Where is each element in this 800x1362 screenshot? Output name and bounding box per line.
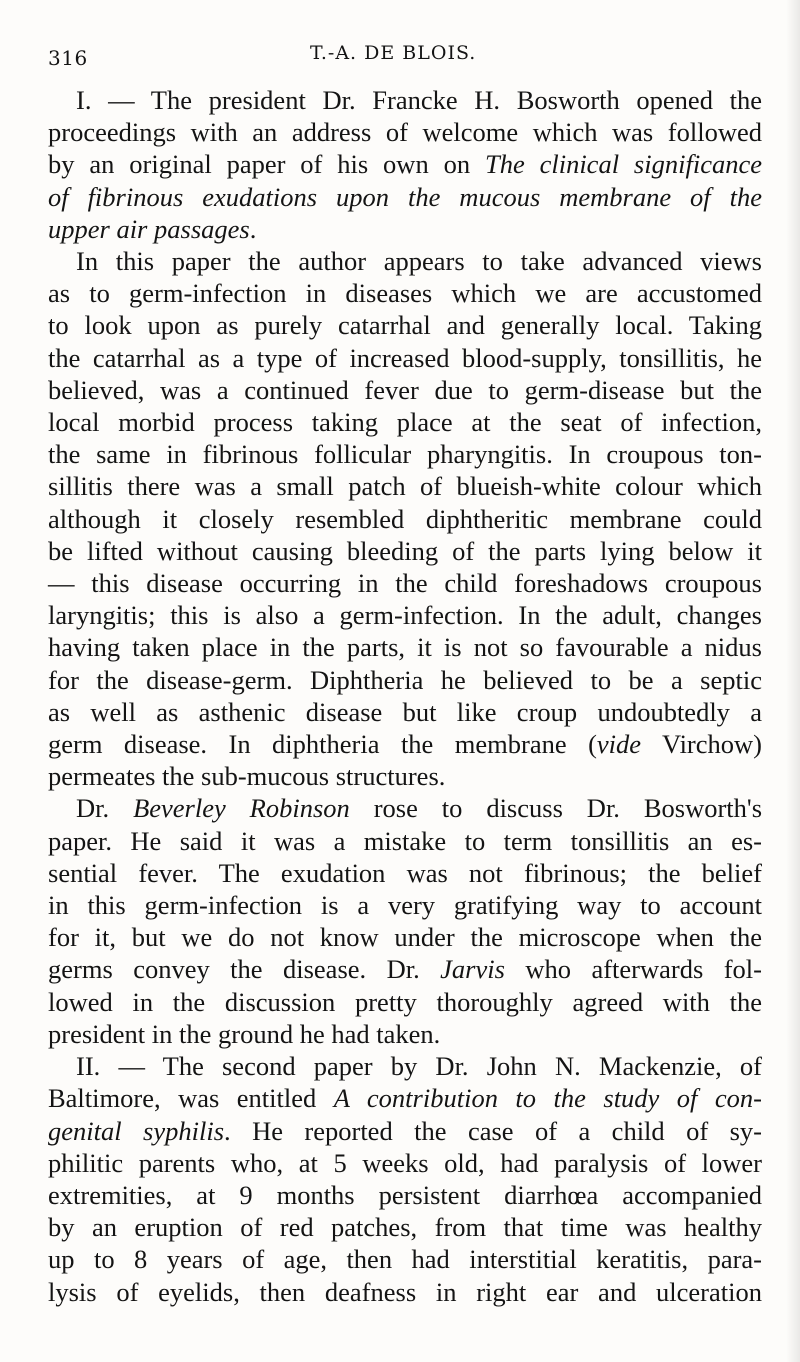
text-run: lysis of eyelids, then deafness in right ear and ulceration [48,1276,762,1307]
text-line [48,889,762,921]
italic-text: vide [596,729,642,760]
paragraph [48,792,762,1050]
text-line [48,792,762,824]
text-line [48,825,762,857]
text-line [48,567,762,599]
text-line [48,438,762,470]
text-run: believed, was a continued fever due to germ-disease but the [48,374,762,405]
text-line [48,374,762,406]
text-run: Dr. [76,793,134,824]
text-run: II. — The second paper by Dr. John N. Mackenzie, of [76,1051,762,1082]
paragraph [48,245,762,792]
text-line [48,696,762,728]
text-run: Virchow) [641,729,762,760]
text-run: local morbid process taking place at the seat of infection, [48,407,762,438]
text-run: . [249,213,257,244]
text-line [48,535,762,567]
page-number: 316 [48,46,88,70]
text-line [48,1211,762,1243]
text-line [48,1082,762,1114]
text-run: by an original paper of his own on [48,149,485,180]
text-run: the catarrhal as a type of increased blood-supply, tonsillitis, he [48,342,762,373]
text-line [48,986,762,1018]
text-run: be lifted without causing bleeding of the parts lying below it [48,535,762,566]
text-line [48,309,762,341]
text-run: by an eruption of red patches, from that time was healthy [48,1212,762,1243]
text-line [48,181,762,213]
text-line [48,728,762,760]
italic-text: Jarvis [440,954,505,985]
text-line [48,1018,762,1050]
text-run: germ disease. In diphtheria the membrane ( [48,729,597,760]
text-run: for it, but we do not know under the microscope when the [48,922,762,953]
text-run: the same in fibrinous follicular pharyngitis. In croupous ton- [48,439,762,470]
italic-text: The clinical significance [484,149,762,180]
italic-text: Beverley Robinson [133,793,350,824]
text-run: philitic parents who, at 5 weeks old, had paralysis of lower [48,1147,762,1178]
text-run: sential fever. The exudation was not fibrinous; the belief [48,857,762,888]
page-header [48,36,762,80]
text-run: president in the ground he had taken. [48,1018,441,1049]
italic-text: of fibrinous exudations upon the mucous membrane of the [48,181,762,212]
text-line [48,760,762,792]
text-line [48,631,762,663]
text-line [48,953,762,985]
text-line [48,857,762,889]
italic-text: genital syphilis [48,1115,225,1146]
paragraph [48,84,762,245]
text-run: rose to discuss Dr. Bosworth's [349,793,763,824]
text-line [48,1243,762,1275]
text-run: who afterwards fol- [504,954,762,985]
text-run: — this disease occurring in the child foreshadows croupous [48,568,762,599]
text-run: proceedings with an address of welcome which was followed [48,117,762,148]
text-run: Baltimore, was entitled [48,1083,334,1114]
paragraph [48,1050,762,1308]
text-line [48,116,762,148]
text-run: I. — The president Dr. Francke H. Bosworth opened the [76,85,762,115]
text-line [48,1276,762,1308]
text-run: in this germ-infection is a very gratifying way to account [48,890,762,921]
running-head: T.-A. DE BLOIS. [310,42,477,64]
text-run: as to germ-infection in diseases which we are accustomed [48,278,762,309]
text-line [48,84,762,116]
text-line [48,1050,762,1082]
text-run: up to 8 years of age, then had interstitial keratitis, para- [48,1244,762,1275]
text-line [48,664,762,696]
text-run: as well as asthenic disease but like croup undoubtedly a [48,696,762,727]
text-run: although it closely resembled diphtheritic membrane could [48,503,762,534]
text-line [48,599,762,631]
text-run: permeates the sub-mucous structures. [48,761,446,792]
text-run: paper. He said it was a mistake to term tonsillitis an es- [48,825,762,856]
text-line [48,1179,762,1211]
text-line [48,1115,762,1147]
text-line [48,148,762,180]
body-text [48,84,762,1308]
text-line [48,406,762,438]
page-edge-shadow [786,0,800,1362]
text-line [48,245,762,277]
text-line [48,342,762,374]
text-run: . He reported the case of a child of sy- [224,1115,762,1146]
italic-text: A contribution to the study of con- [333,1083,762,1114]
text-line [48,921,762,953]
text-run: having taken place in the parts, it is not so favourable a nidus [48,632,762,663]
text-line [48,213,762,245]
text-run: to look upon as purely catarrhal and generally local. Taking [48,310,762,341]
text-run: sillitis there was a small patch of blueish-white colour which [48,471,762,502]
text-line [48,277,762,309]
text-run: In this paper the author appears to take advanced views [76,246,762,277]
text-line [48,470,762,502]
text-run: laryngitis; this is also a germ-infection. In the adult, changes [48,600,762,631]
text-run: lowed in the discussion pretty thoroughly agreed with the [48,986,762,1017]
italic-text: upper air passages [48,213,250,244]
text-line [48,503,762,535]
text-run: extremities, at 9 months persistent diarrhœa accompanied [48,1179,762,1210]
text-run: germs convey the disease. Dr. [48,954,441,985]
text-run: for the disease-germ. Diphtheria he believed to be a septic [48,664,762,695]
text-line [48,1147,762,1179]
